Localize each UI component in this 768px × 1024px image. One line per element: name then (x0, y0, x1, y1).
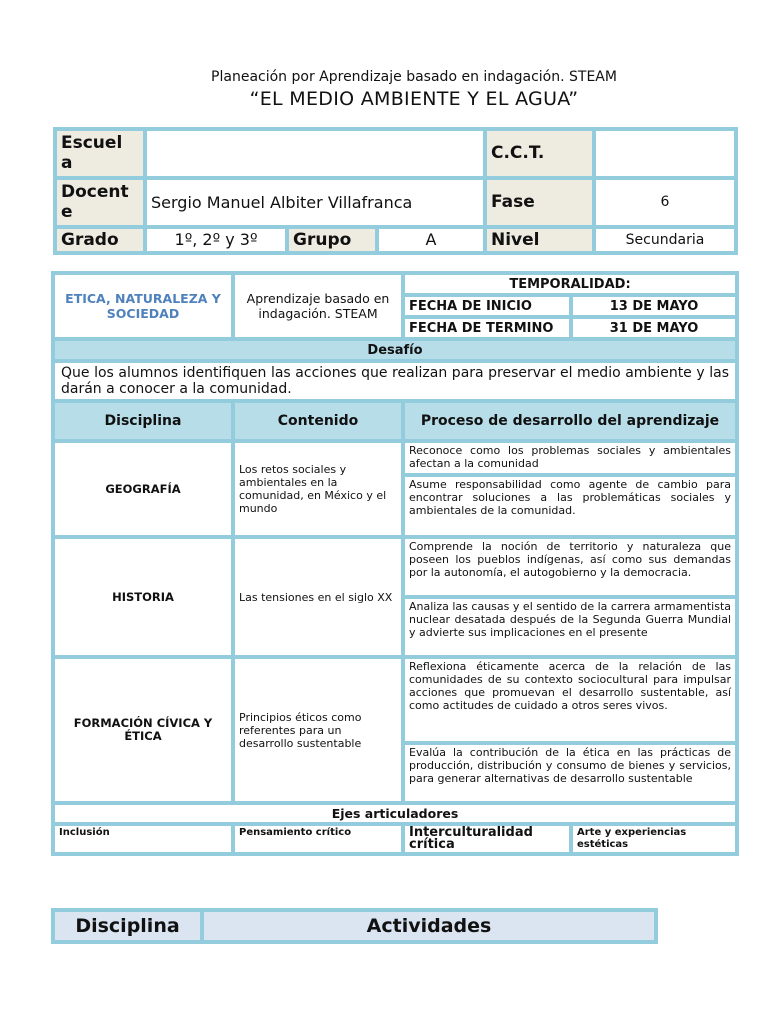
eje-inclusion: Inclusión (55, 826, 231, 852)
document-title: “EL MEDIO AMBIENTE Y EL AGUA” (249, 88, 579, 110)
escuela-label: Escuel a (57, 131, 143, 176)
eje-interculturalidad: Interculturalidad crítica (405, 826, 569, 852)
fase-field[interactable]: 6 (596, 180, 734, 225)
fecha-inicio-value: 13 DE MAYO (573, 297, 735, 315)
nivel-label: Nivel (487, 229, 592, 251)
proceso-item: Reconoce como los problemas sociales y ambientales afectan a la comunidad (405, 443, 735, 473)
document-subtitle: Planeación por Aprendizaje basado en indagación. STEAM (211, 69, 617, 85)
eje-arte: Arte y experiencias estéticas (573, 826, 735, 852)
grupo-field[interactable]: A (379, 229, 483, 251)
contenido-geografia: Los retos sociales y ambientales en la comunidad, en México y el mundo (235, 443, 401, 535)
activities-disciplina-header: Disciplina (55, 912, 200, 940)
proceso-item: Comprende la noción de territorio y naturaleza que poseen los pueblos indígenas, así como sus demandas por la autonomía, el autogobierno y la democracia. (405, 539, 735, 595)
fecha-termino-label: FECHA DE TERMINO (405, 319, 569, 337)
fase-label: Fase (487, 180, 592, 225)
proceso-item: Analiza las causas y el sentido de la carrera armamentista nuclear desatada después de la Segunda Guerra Mundial y advierte sus implicaciones en el presente (405, 599, 735, 655)
info-table (53, 127, 738, 255)
activities-table (51, 908, 658, 944)
proceso-item: Reflexiona éticamente acerca de la relación de las comunidades de su contexto sociocultural para impulsar acciones que promuevan el desarrollo sustentable, así como actitudes de cuidado a otros seres vivos. (405, 659, 735, 741)
disciplina-formacion-civica: FORMACIÓN CÍVICA Y ÉTICA (55, 659, 231, 801)
disciplina-geografia: GEOGRAFÍA (55, 443, 231, 535)
proceso-item: Evalúa la contribución de la ética en las prácticas de producción, distribución y consumo de bienes y servicios, para generar alternativas de desarrollo sustentable (405, 745, 735, 801)
planning-table (51, 271, 739, 856)
column-header-disciplina: Disciplina (55, 403, 231, 439)
activities-actividades-header: Actividades (204, 912, 654, 940)
fecha-inicio-label: FECHA DE INICIO (405, 297, 569, 315)
cct-label: C.C.T. (487, 131, 592, 176)
disciplina-historia: HISTORIA (55, 539, 231, 655)
docente-field[interactable]: Sergio Manuel Albiter Villafranca (147, 180, 483, 225)
metodologia: Aprendizaje basado en indagación. STEAM (235, 275, 401, 337)
docente-label: Docent e (57, 180, 143, 225)
contenido-historia: Las tensiones en el siglo XX (235, 539, 401, 655)
column-header-proceso: Proceso de desarrollo del aprendizaje (405, 403, 735, 439)
desafio-label: Desafío (55, 341, 735, 359)
desafio-text: Que los alumnos identifiquen las acciones que realizan para preservar el medio ambiente y las darán a conocer a la comunidad. (55, 363, 735, 399)
fecha-termino-value: 31 DE MAYO (573, 319, 735, 337)
proceso-item: Asume responsabilidad como agente de cambio para encontrar soluciones a las problemáticas sociales y ambientales de la comunidad. (405, 477, 735, 535)
contenido-formacion-civica: Principios éticos como referentes para un desarrollo sustentable (235, 659, 401, 801)
grupo-label: Grupo (289, 229, 375, 251)
column-header-contenido: Contenido (235, 403, 401, 439)
eje-pensamiento-critico: Pensamiento crítico (235, 826, 401, 852)
nivel-field[interactable]: Secundaria (596, 229, 734, 251)
escuela-field[interactable] (147, 131, 483, 176)
temporalidad-label: TEMPORALIDAD: (405, 275, 735, 293)
campo-formativo: ETICA, NATURALEZA Y SOCIEDAD (55, 275, 231, 337)
ejes-label: Ejes articuladores (55, 805, 735, 822)
grado-field[interactable]: 1º, 2º y 3º (147, 229, 285, 251)
grado-label: Grado (57, 229, 143, 251)
cct-field[interactable] (596, 131, 734, 176)
